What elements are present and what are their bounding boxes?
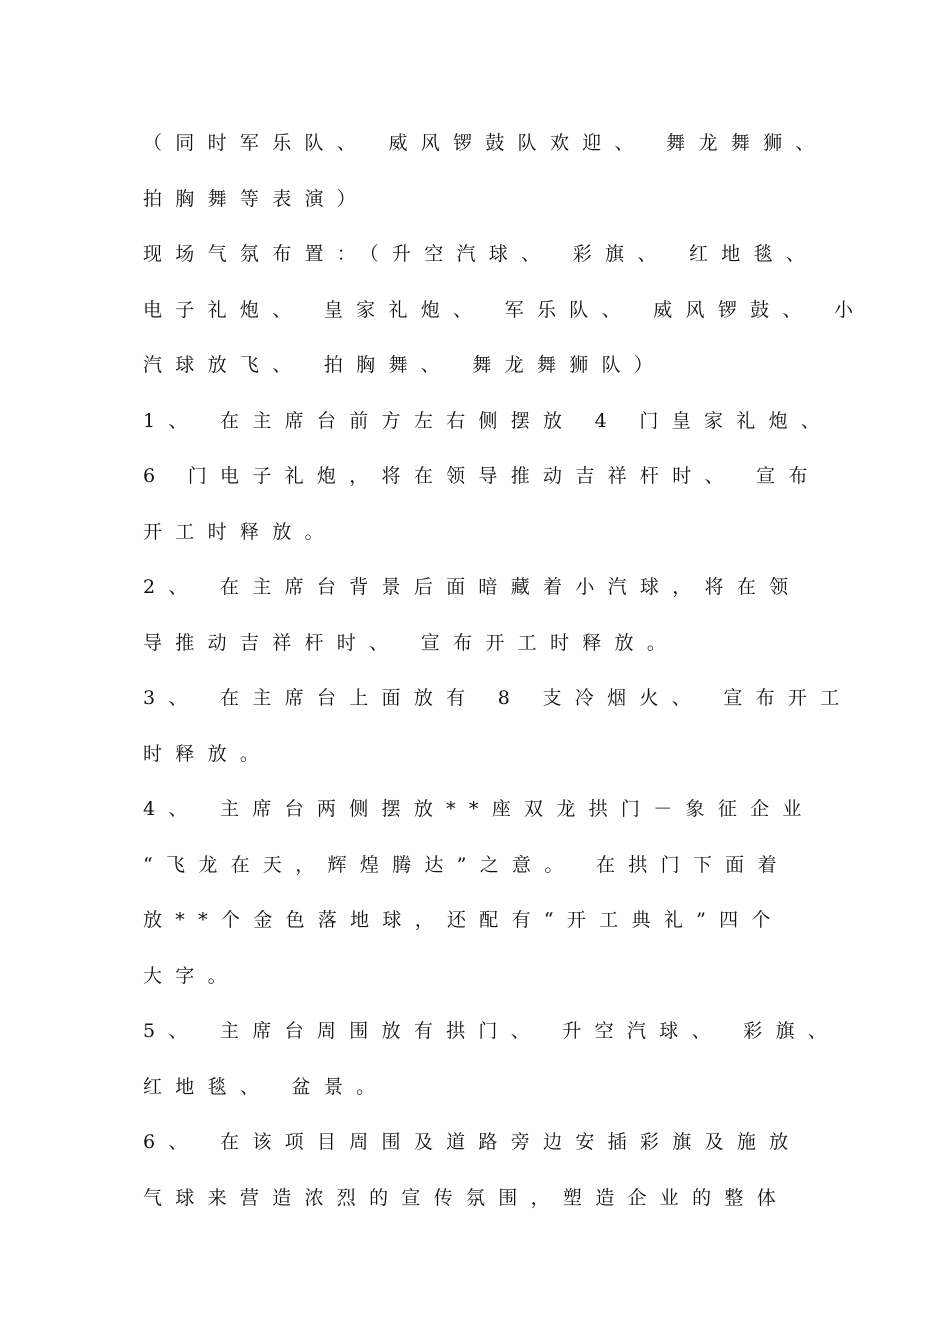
text-line: 3、 在主席台上面放有 8 支冷烟火、 宣布开工 [143,687,853,709]
text-line: “飞龙在天，辉煌腾达”之意。 在拱门下面着 [143,853,790,876]
text-line: 大字。 [143,964,240,987]
text-line: 时释放。 [143,742,273,765]
text-line: 电子礼炮、 皇家礼炮、 军乐队、 威风锣鼓、 小 [143,298,867,321]
text-line: 6 门电子礼炮，将在领导推动吉祥杆时、 宣布 [143,465,821,487]
text-line: 开工时释放。 [143,520,337,543]
text-line: （同时军乐队、 威风锣鼓队欢迎、 舞龙舞狮、 [143,132,828,154]
text-line: 汽球放飞、 拍胸舞、 舞龙舞狮队） [143,354,667,376]
text-line: 气球来营造浓烈的宣传氛围，塑造企业的整体 [143,1186,790,1209]
text-line: 现场气氛布置：（升空汽球、 彩旗、 红地毯、 [143,243,819,265]
text-line: 6、 在该项目周围及道路旁边安插彩旗及施放 [143,1131,802,1153]
body-text [143,116,867,1226]
text-line: 4、 主席台两侧摆放**座双龙拱门－象征企业 [143,798,815,820]
text-line: 放**个金色落地球，还配有“开工典礼”四个 [143,909,784,931]
text-line: 5、 主席台周围放有拱门、 升空汽球、 彩旗、 [143,1020,841,1042]
text-line: 红地毯、 盆景。 [143,1075,389,1098]
text-line: 2、 在主席台背景后面暗藏着小汽球，将在领 [143,576,802,598]
text-line: 导推动吉祥杆时、 宣布开工时释放。 [143,631,680,654]
text-line: 拍胸舞等表演） [143,187,370,210]
text-line: 1、 在主席台前方左右侧摆放 4 门皇家礼炮、 [143,409,834,432]
